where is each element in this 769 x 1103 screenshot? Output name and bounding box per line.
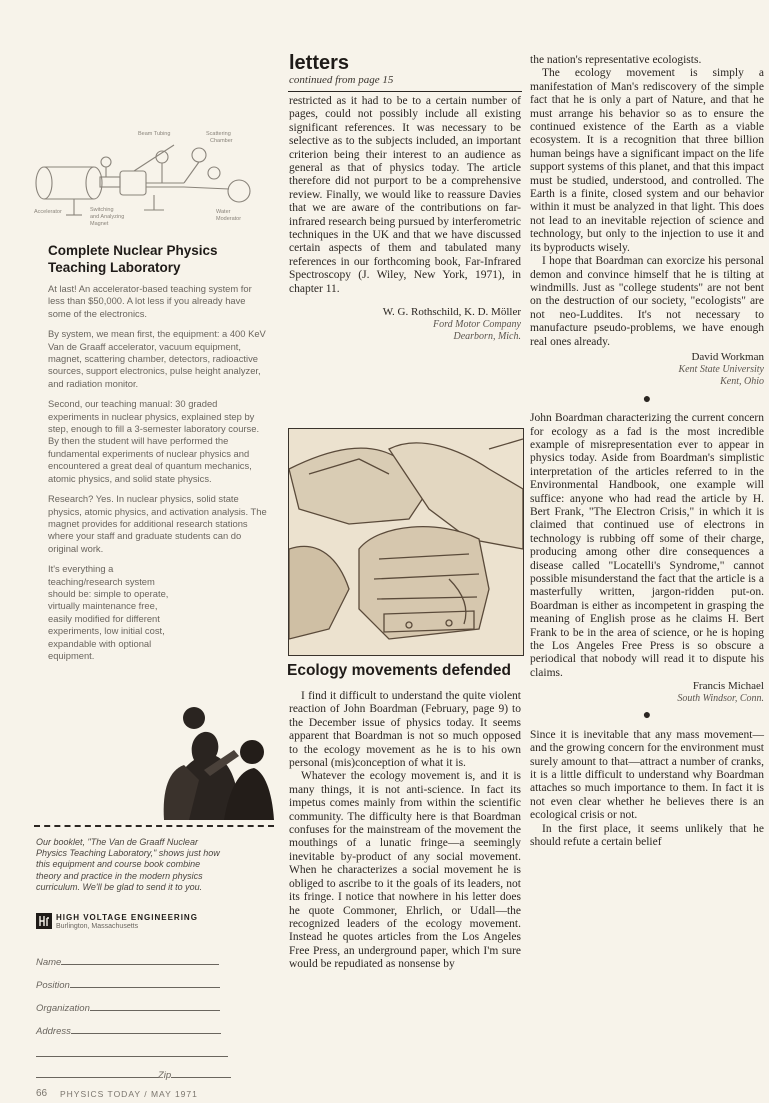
signature-location: South Windsor, Conn. xyxy=(677,692,764,704)
ad-paragraph: It's everything a teaching/research system should be: simple to operate, virtually maintenance free, easily modified for different experiments, low initial cost, expandable with optional equipment. xyxy=(48,563,169,661)
ad-paragraph: By system, we mean first, the equipment: a 400 KeV Van de Graaff accelerator, vacuum equipment, magnet, scattering chamber, detectors, radioactive sources, support electronics, pulse height analyzer, and radiation monitor. xyxy=(48,328,266,389)
form-organization-field[interactable]: Organization xyxy=(36,1003,220,1014)
svg-text:Magnet: Magnet xyxy=(90,221,109,227)
dashed-divider xyxy=(34,825,274,827)
form-address-field[interactable]: Address xyxy=(36,1026,221,1037)
booklet-offer: Our booklet, "The Van de Graaff Nuclear Physics Teaching Laboratory," shows just how this equipment and course book combine theory and practice in the modern physics curriculum. We'll be glad to send it to you. xyxy=(36,837,220,892)
signature-name: David Workman xyxy=(691,350,764,363)
title-rule xyxy=(288,91,522,92)
students-photo xyxy=(144,690,274,820)
label-accelerator: Accelerator xyxy=(34,209,62,215)
separator-bullet: ● xyxy=(642,708,652,724)
signature-name: W. G. Rothschild, K. D. Möller xyxy=(382,306,521,319)
svg-text:Water: Water xyxy=(216,209,231,215)
letter-3-body: John Boardman characterizing the current concern for ecology as a fad is the most incredible example of misrepresentation ever to appear in physics today. Aside from Boardman's simplistic interpretation of the articles referred to in the Environmental Handbook, one example will suffice: anyone who had read the article by H. Bert Frank, "The Electron Crisis," in which it is claimed that continued use of electrons in technology is rubbing off some of their charge, producing among other dire consequences a disease called "Locatelli's Syndrome," cannot possible misunderstand the fact that the article is a masterfully written, jargon-ridden put-on. Boardman is either as incompetent in grasping the meaning of English prose as he claims H. Bert Frank to be in the area of science, or he is hoping the Los Angeles Free Press is so obscure a periodical that nobody will read it to dispute his claims. xyxy=(530,412,764,679)
page-number: 66 xyxy=(36,1088,48,1099)
label-beam-tubing: Beam Tubing xyxy=(138,131,171,137)
separator-bullet: ● xyxy=(642,391,652,407)
company-location: Burlington, Massachusetts xyxy=(56,923,139,930)
signature-location: Dearborn, Mich. xyxy=(453,331,521,343)
signature-affiliation: Kent State University xyxy=(678,363,764,375)
ad-headline: Complete Nuclear Physics Teaching Laboratory xyxy=(48,243,218,275)
ad-paragraph: Research? Yes. In nuclear physics, solid state physics, atomic physics, and activation analysis. The magnet provides for additional research stations where your staff and graduate students can do original work. xyxy=(48,493,267,554)
signature-affiliation: Ford Motor Company xyxy=(433,318,521,330)
letter-1-body: restricted as it had to be to a certain number of pages, could not possibly include all existing significant references. It was necessary to be selective as to the subjects included, an important criterion being their interest to an audience as general as that of physics today. The article therefore did not purport to be a comprehensive review. Finally, we would like to reassure Davies that we are aware of the contributions on far-infrared research being pursued by interferometric techniques in the UK and that we have discussed certain aspects of them and tabulated many references in our forthcoming book, Far-Infrared Spectroscopy (J. Wiley, New York, 1971), in chapter 11. xyxy=(289,95,521,295)
car-crash-illustration xyxy=(288,428,524,656)
ad-paragraph: At last! An accelerator-based teaching system for less than $50,000. A lot less if you already have some of the electronics. xyxy=(48,283,252,319)
svg-text:Chamber: Chamber xyxy=(210,138,233,144)
letter-column-1 xyxy=(289,95,521,344)
continued-note: continued from page 15 xyxy=(289,74,394,86)
letter-2-paragraph: the nation's representative ecologists. xyxy=(530,54,702,66)
letter-4-paragraph: Since it is inevitable that any mass movement—and the growing concern for the environment must surely amount to that—attract a number of cranks, it is a little difficult to understand why Boardman attaches so much importance to them. In fact it is not even clear whether he believes there is an ecological crisis or not. xyxy=(530,728,764,822)
letter-column-1b xyxy=(289,690,521,972)
letter-2-paragraph: I find it difficult to understand the quite violent reaction of John Boardman (February, page 9) to the December issue of physics today. It seems apparent that Boardman is not so much opposed to the ecology movement as he is to his own personal (mis)conception of what it is. xyxy=(289,690,521,770)
company-logo-icon xyxy=(36,913,52,929)
letter-column-2 xyxy=(530,54,764,850)
form-name-field[interactable]: Name xyxy=(36,957,219,968)
svg-text:and Analyzing: and Analyzing xyxy=(90,214,125,220)
ad-paragraph: Second, our teaching manual: 30 graded experiments in nuclear physics, explained step by step, enough to fill a 3-semester laboratory course. By then the student will have performed the fundamental experiments of nuclear physics and encountered a great deal of quantum mechanics, atomic physics, and solid state physics. xyxy=(48,398,260,484)
letter-2-paragraph: I hope that Boardman can exorcize his personal demon and convince himself that he is tilting at windmills. Just as "college students" are not bent on the destruction of our society, "ecologists" are not neo-Luddites. It's not necessary to manufacture pseudo-problems, we have enough real ones already. xyxy=(530,255,764,348)
section-title-ecology: Ecology movements defended xyxy=(287,662,511,679)
letter-2-paragraph: Whatever the ecology movement is, and it is many things, it is not anti-science. In fact its impetus comes mainly from within the scientific community. The difficulty here is that Boardman confuses for the mainstream of the movement the mouthings of a lunatic fringe—a seemingly inevitable by-product of any social movement. When he characterizes a social movement he is obliged to ascribe to it the goals of its leaders, not its fringe. I notice that nowhere in his letter does he quote Commoner, Ehrlich, or Udall—the recognized leaders of the ecology movement. Instead he quotes articles from the Los Angeles Free Press, an underground paper, which I'm sure would be repudiated as nonsense by xyxy=(289,770,521,971)
form-address-line2[interactable] xyxy=(36,1049,228,1060)
form-position-field[interactable]: Position xyxy=(36,980,220,991)
form-zip-field[interactable]: Zip xyxy=(36,1070,231,1081)
letter-4-paragraph: In the first place, it seems unlikely that he should refute a certain belief xyxy=(530,822,764,849)
letter-2-paragraph: The ecology movement is simply a manifestation of Man's rediscovery of the simple fact that he is only a part of Nature, and that he must arrange his behavior so as to ensure the continued existence of the Earth as a viable ecosystem. It is a recognition that three billion human beings have a significant impact on the life support systems of this planet, and that this impact must be studied, understood, and controlled. The Earth is a finite, closed system and our behavior within it must be analyzed in that light. This does not lead to an inevitable rejection of science and technology, but only to the injection to use it and its byproducts wisely. xyxy=(530,67,764,254)
company-name: HIGH VOLTAGE ENGINEERING xyxy=(56,913,198,922)
section-title-letters: letters xyxy=(289,52,350,74)
issue-footer: PHYSICS TODAY / MAY 1971 xyxy=(60,1089,198,1099)
svg-text:Scattering: Scattering xyxy=(206,131,231,137)
advertisement xyxy=(34,95,274,1090)
signature-name: Francis Michael xyxy=(692,680,764,693)
svg-text:Moderator: Moderator xyxy=(216,216,242,222)
signature-location: Kent, Ohio xyxy=(720,376,764,388)
svg-text:Switching: Switching xyxy=(90,207,114,213)
